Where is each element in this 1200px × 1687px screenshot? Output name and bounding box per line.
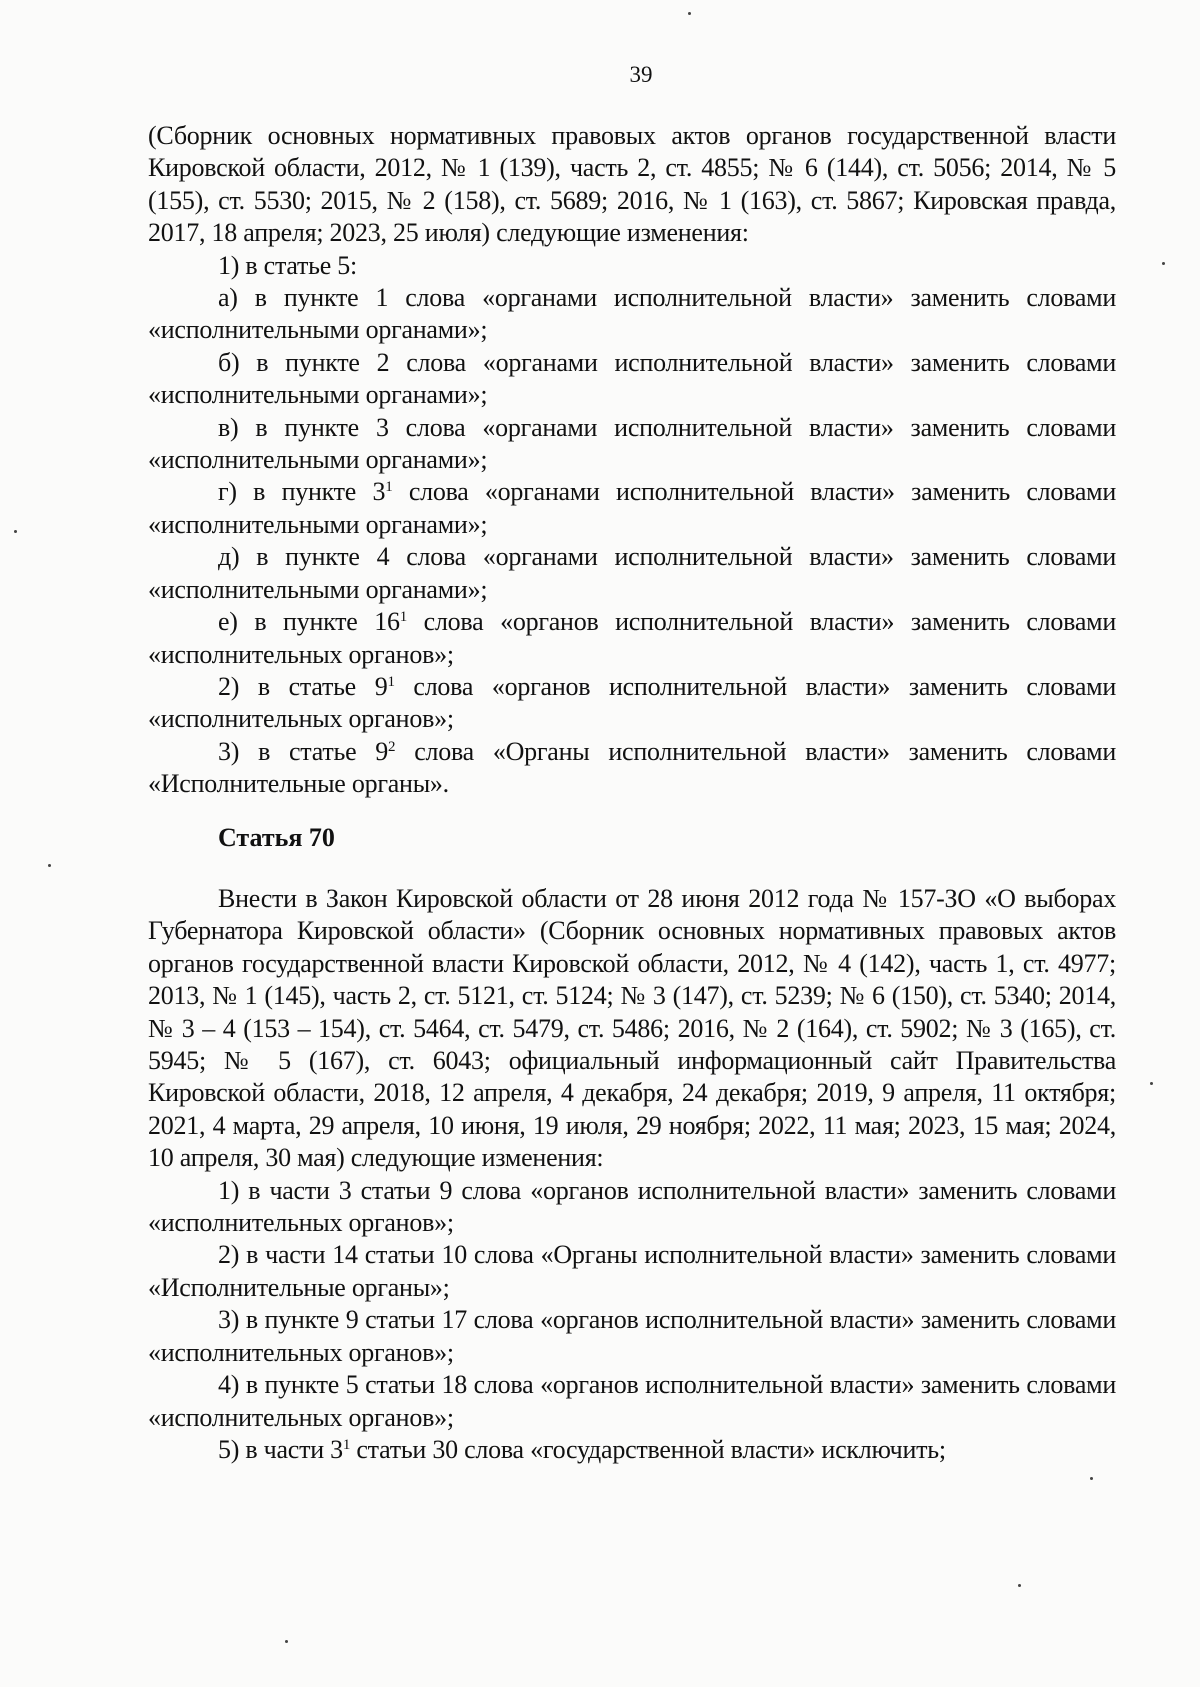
list-item: а) в пункте 1 слова «органами исполнительной власти» заменить словами «исполнительными органами»; xyxy=(148,283,1116,345)
list-item: 2) в статье $9^1$ слова «органов исполнительной власти» заменить словами «исполнительных органов»; xyxy=(148,671,1116,734)
superscript: 1 xyxy=(385,479,393,496)
scan-speck xyxy=(285,1640,288,1643)
paragraph-sources: (Сборник основных нормативных правовых актов органов государственной власти Кировской области, 2012, № 1 (139), часть 2, ст. 4855; № 6 (144), ст. 5056; 2014, № 5 (155), ст. 5530; 2015, № 2 (158), ст. 5689; 2016, № 1 (163), ст. 5867; Кировская правда, 2017, 18 апреля; 2023, 25 июля) следующие изменения: xyxy=(148,121,1116,248)
list-item: 1) в статье 5: xyxy=(218,250,358,280)
list-item: 1) в части 3 статьи 9 слова «органов исполнительной власти» заменить словами «исполнительных органов»; xyxy=(148,1175,1116,1238)
scan-speck xyxy=(1150,1082,1153,1085)
list-item: г) в пункте $3^1$ слова «органами исполнительной власти» заменить словами «исполнительными органами»; xyxy=(148,477,1116,539)
superscript: 1 xyxy=(342,1436,351,1453)
scan-speck xyxy=(48,864,51,867)
superscript: 1 xyxy=(399,609,407,626)
page-number: 39 xyxy=(629,62,653,87)
scan-speck xyxy=(1090,1477,1093,1480)
scan-speck xyxy=(1018,1584,1021,1587)
list-item: е) в пункте $16^1$ слова «органов исполнительной власти» заменить словами «исполнительных органов»; xyxy=(148,607,1116,669)
list-item: д) в пункте 4 слова «органами исполнительной власти» заменить словами «исполнительными органами»; xyxy=(148,542,1116,604)
amendments-block-continuation xyxy=(148,120,1116,801)
paragraph-intro: Внести в Закон Кировской области от 28 июня 2012 года № 157-ЗО «О выборах Губернатора Кировской области» (Сборник основных нормативных правовых актов органов государственной власти Кировской области, 2012, № 4 (142), часть 1, ст. 4977; 2013, № 1 (145), часть 2, ст. 5121, ст. 5124; № 3 (147), ст. 5239; № 6 (150), ст. 5340; 2014, № 3 – 4 (153 – 154), ст. 5464, ст. 5479, ст. 5486; 2016, № 2 (164), ст. 5902; № 3 (165), ст. 5945; № 5 (167), ст. 6043; официальный информационный сайт Правительства Кировской области, 2018, 12 апреля, 4 декабря, 24 декабря; 2019, 9 апреля, 11 октября; 2021, 4 марта, 29 апреля, 10 июня, 19 июля, 29 ноября; 2022, 11 мая; 2023, 15 мая; 2024, 10 апреля, 30 мая) следующие изменения: xyxy=(148,884,1116,1173)
article-70-body xyxy=(148,883,1116,1466)
scan-speck xyxy=(1162,262,1165,265)
scan-speck xyxy=(14,530,17,533)
superscript: 1 xyxy=(387,673,395,690)
list-item: 3) в статье $9^2$ слова «Органы исполнительной власти» заменить словами «Исполнительные органы». xyxy=(148,736,1116,799)
list-item: 4) в пункте 5 статьи 18 слова «органов исполнительной власти» заменить словами «исполнительных органов»; xyxy=(148,1370,1116,1432)
list-item: 5) в части $3^1$ статьи 30 слова «государственной власти» исключить; xyxy=(218,1434,946,1464)
list-item: 2) в части 14 статьи 10 слова «Органы исполнительной власти» заменить словами «Исполнительные органы»; xyxy=(148,1240,1116,1302)
list-item: в) в пункте 3 слова «органами исполнительной власти» заменить словами «исполнительными органами»; xyxy=(148,412,1116,475)
list-item: б) в пункте 2 слова «органами исполнительной власти» заменить словами «исполнительными органами»; xyxy=(148,347,1116,410)
scan-speck xyxy=(688,12,691,15)
article-heading: Статья 70 xyxy=(218,823,335,852)
list-item: 3) в пункте 9 статьи 17 слова «органов исполнительной власти» заменить словами «исполнительных органов»; xyxy=(148,1305,1116,1367)
superscript: 2 xyxy=(388,738,396,755)
